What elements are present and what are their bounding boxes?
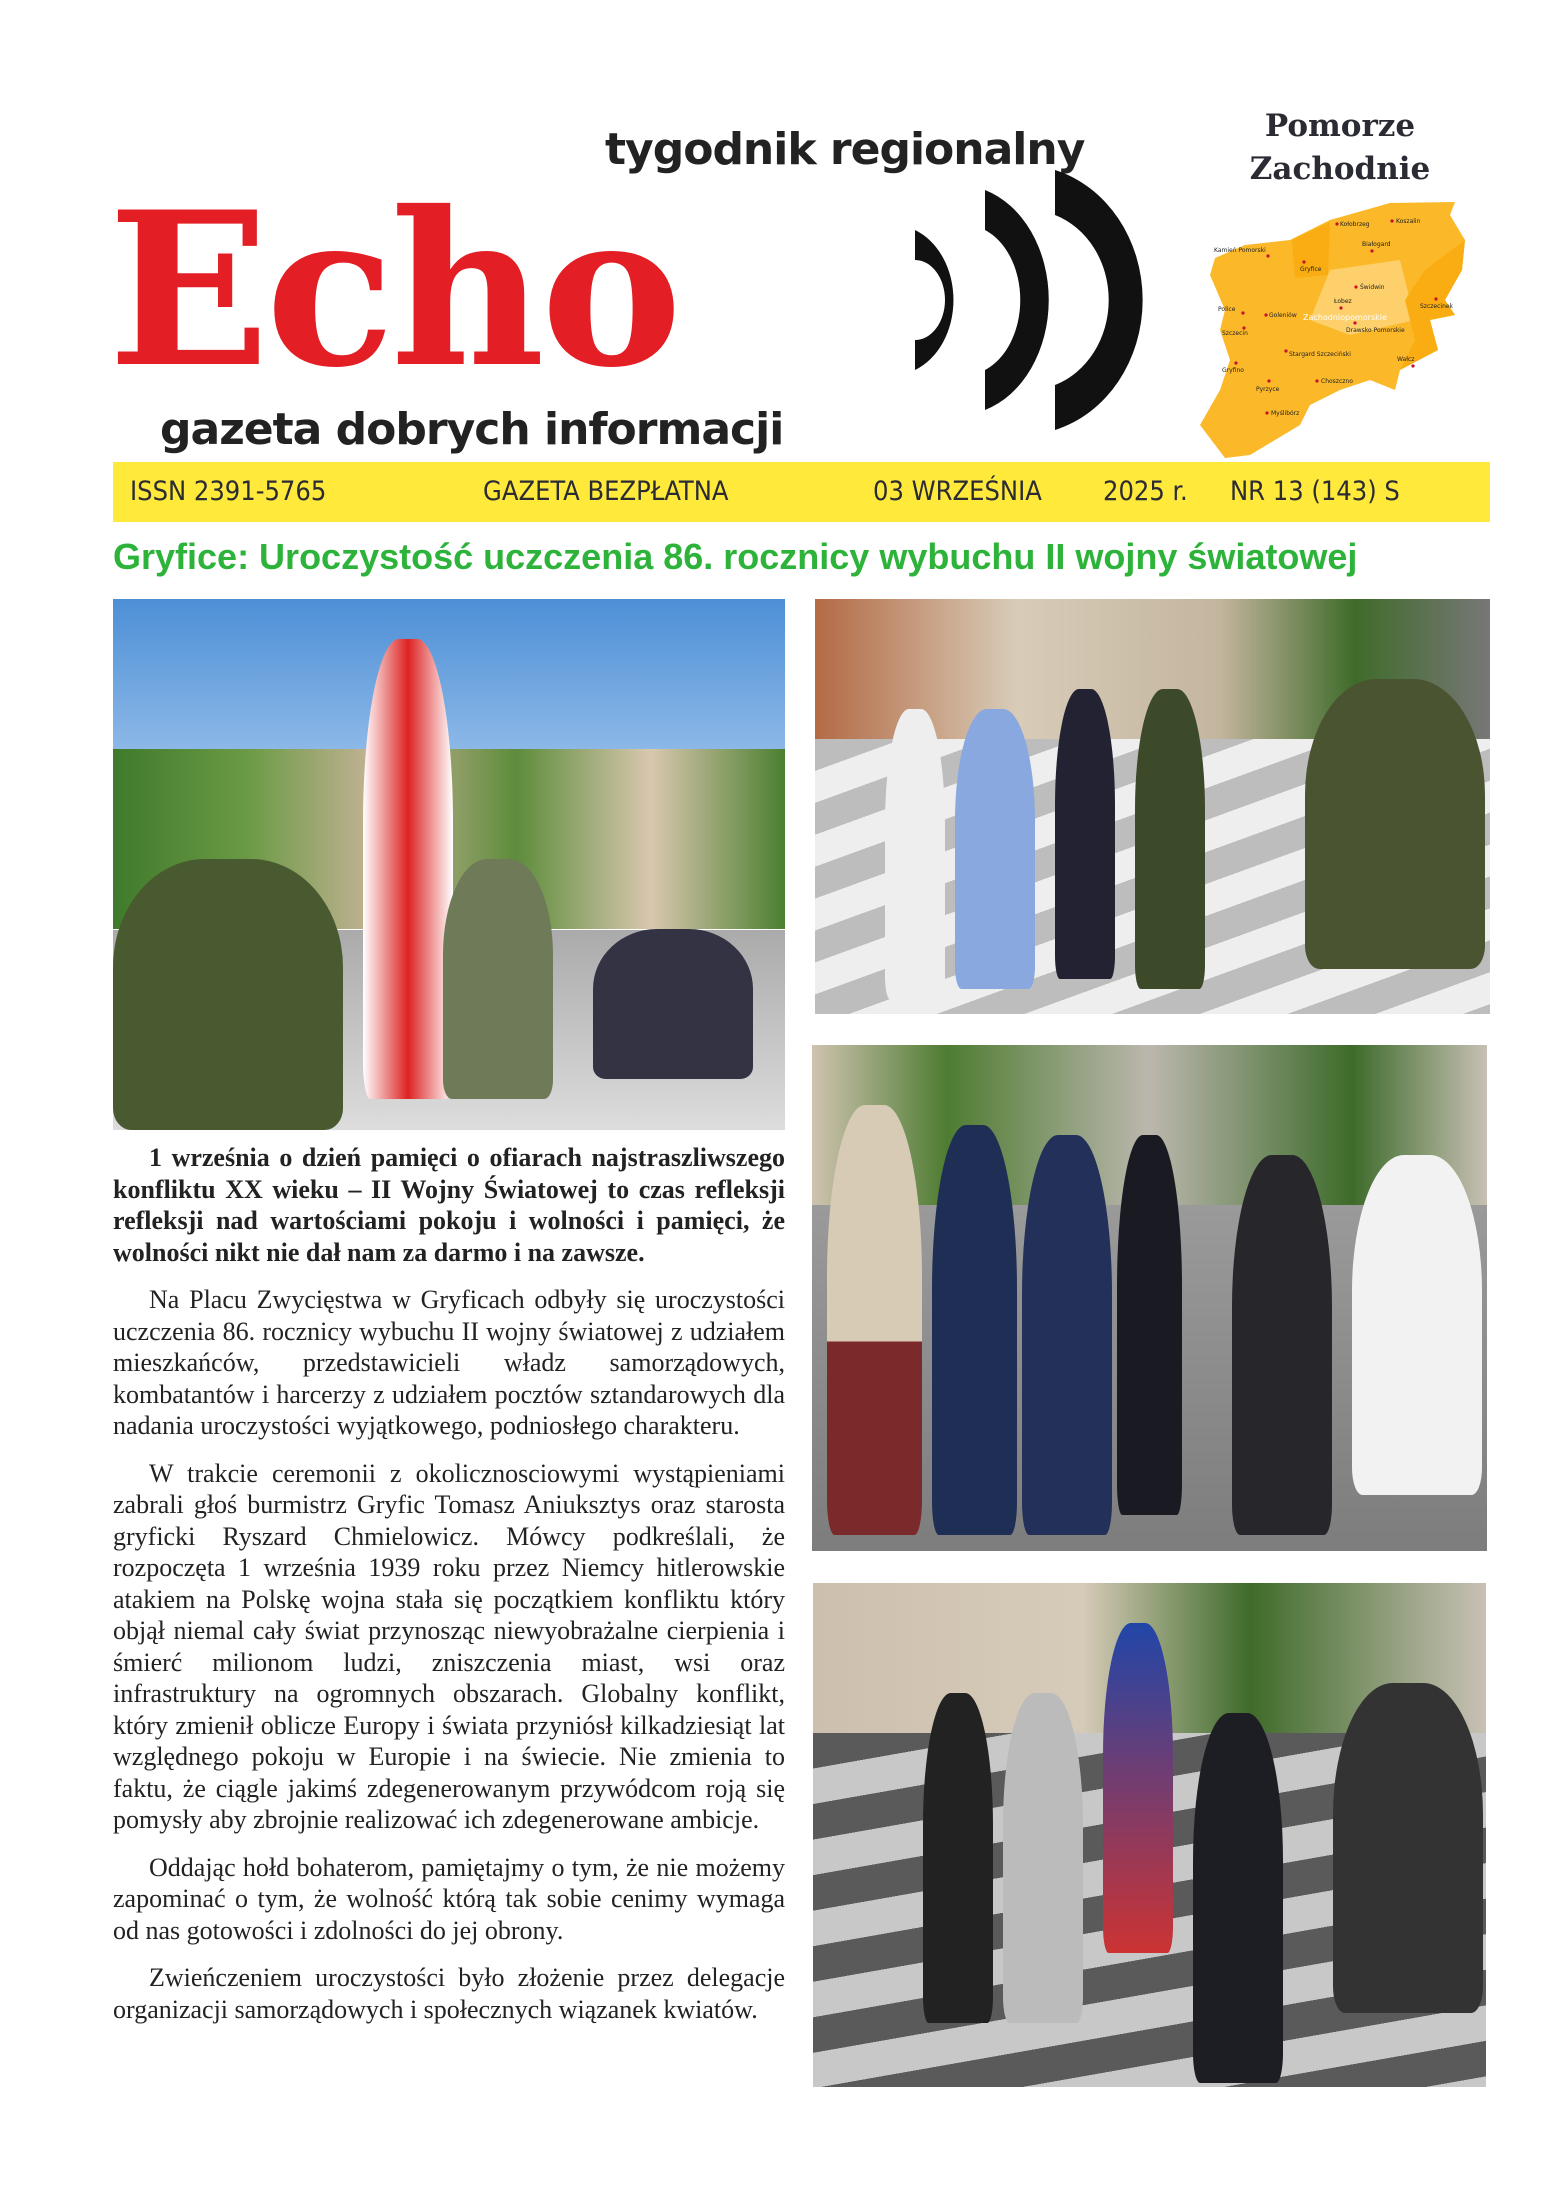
- map-city-label: Kołobrzeg: [1340, 221, 1370, 228]
- issue-date: 03 WRZEŚNIA: [873, 476, 1042, 507]
- issue-number: NR 13 (143) S: [1230, 476, 1400, 507]
- issue-info-bar: [113, 462, 1490, 522]
- map-city-label: Szczecin: [1222, 330, 1248, 337]
- issn: ISSN 2391-5765: [130, 476, 327, 507]
- article-paragraph: Oddając hołd bohaterom, pamiętajmy o tym, że nie możemy zapominać o tym, że wolność którą tak sobie cenimy wymaga od nas gotowości i zdolności do jej obrony.: [113, 1852, 785, 1945]
- photo-officials-scouts: [812, 1045, 1487, 1551]
- issue-year: 2025 r.: [1103, 476, 1188, 507]
- map-city-label: Choszczno: [1321, 378, 1353, 385]
- article-lead: 1 września o dzień pamięci o ofiarach najstraszliwszego konfliktu XX wieku – II Wojny Światowej to czas refleksji refleksji nad wartościami pokoju i wolności i pamięci, że wolności nikt nie dał nam za darmo i na zawsze.: [113, 1143, 785, 1267]
- article-paragraph: Zwieńczeniem uroczystości było złożenie przez delegacje organizacji samorządowych i społecznych wiązanek kwiatów.: [113, 1963, 785, 2024]
- map-city-label: Wałcz: [1397, 356, 1415, 363]
- map-city-label: Drawsko Pomorskie: [1346, 327, 1405, 334]
- map-city-label: Świdwin: [1360, 284, 1385, 291]
- map-city-label: Myślibórz: [1271, 410, 1300, 417]
- photo-flower-handover: [815, 599, 1490, 1014]
- map-city-label: Gryfice: [1300, 266, 1322, 273]
- map-city-label: Gryfino: [1222, 367, 1244, 374]
- region-map: [1200, 200, 1490, 460]
- photo-flower-laying: [813, 1583, 1486, 2087]
- free-newspaper-label: GAZETA BEZPŁATNA: [483, 476, 729, 507]
- map-city-label: Police: [1218, 306, 1236, 313]
- region-title: [1240, 105, 1440, 191]
- tagline-good-news: gazeta dobrych informacji: [160, 404, 784, 455]
- tagline-weekly: tygodnik regionalny: [605, 124, 1085, 175]
- region-line-2: Zachodnie: [1249, 151, 1431, 187]
- map-city-label: Koszalin: [1396, 218, 1421, 225]
- logo-echo: Echo: [108, 165, 679, 414]
- article-paragraph: Na Placu Zwycięstwa w Gryficach odbyły się uroczystości uczczenia 86. rocznicy wybuchu II wojny światowej z udziałem mieszkańców, przedstawicieli władz samorządowych, kombatantów i harcerzy z udziałem pocztów sztandarowych dla nadania uroczystości wyjątkowego, podniosłego charakteru.: [113, 1285, 785, 1440]
- map-city-label: Kamień Pomorski: [1214, 247, 1266, 254]
- article-paragraph: W trakcie ceremonii z okolicznosciowymi wystąpieniami zabrali głoś burmistrz Gryfic Tomasz Aniuksztys oraz starosta gryficki Ryszard Chmielowicz. Mówcy podkreślali, że rozpoczęta 1 września 1939 roku przez Niemcy hitlerowskie atakiem na Polskę wojna stała się początkiem konfliktu który objął niemal cały świat przynosząc niewyobrażalne cierpienia i śmierć milionom ludzi, zniszczenia miast, wsi oraz infrastruktury na ogromnych obszarach. Globalny konflikt, który zmienił oblicze Europy i świata przyniósł kilkadziesiąt lat względnego pokoju w Europie i na świecie. Nie zmienia to faktu, że ciągle jakimś zdegenerowanym przywódcom roją się pomysły aby zbrojnie realizować ich zdegenerowane ambicje.: [113, 1458, 785, 1834]
- map-label: Zachodniopomorskie: [1303, 313, 1387, 322]
- article-headline: Gryfice: Uroczystość uczczenia 86. rocznicy wybuchu II wojny światowej: [113, 536, 1358, 577]
- map-city-label: Goleniów: [1269, 312, 1297, 319]
- photo-flag-bearers: [113, 599, 785, 1130]
- map-city-label: Białogard: [1362, 241, 1391, 248]
- map-city-label: Stargard Szczeciński: [1289, 351, 1351, 358]
- region-line-1: Pomorze: [1264, 108, 1416, 144]
- map-city-label: Pyrzyce: [1256, 386, 1280, 393]
- map-city-label: Szczecinek: [1420, 303, 1454, 310]
- sound-waves-icon: [905, 170, 1175, 440]
- map-city-label: Łobez: [1334, 298, 1352, 305]
- article-body: [113, 1142, 785, 2041]
